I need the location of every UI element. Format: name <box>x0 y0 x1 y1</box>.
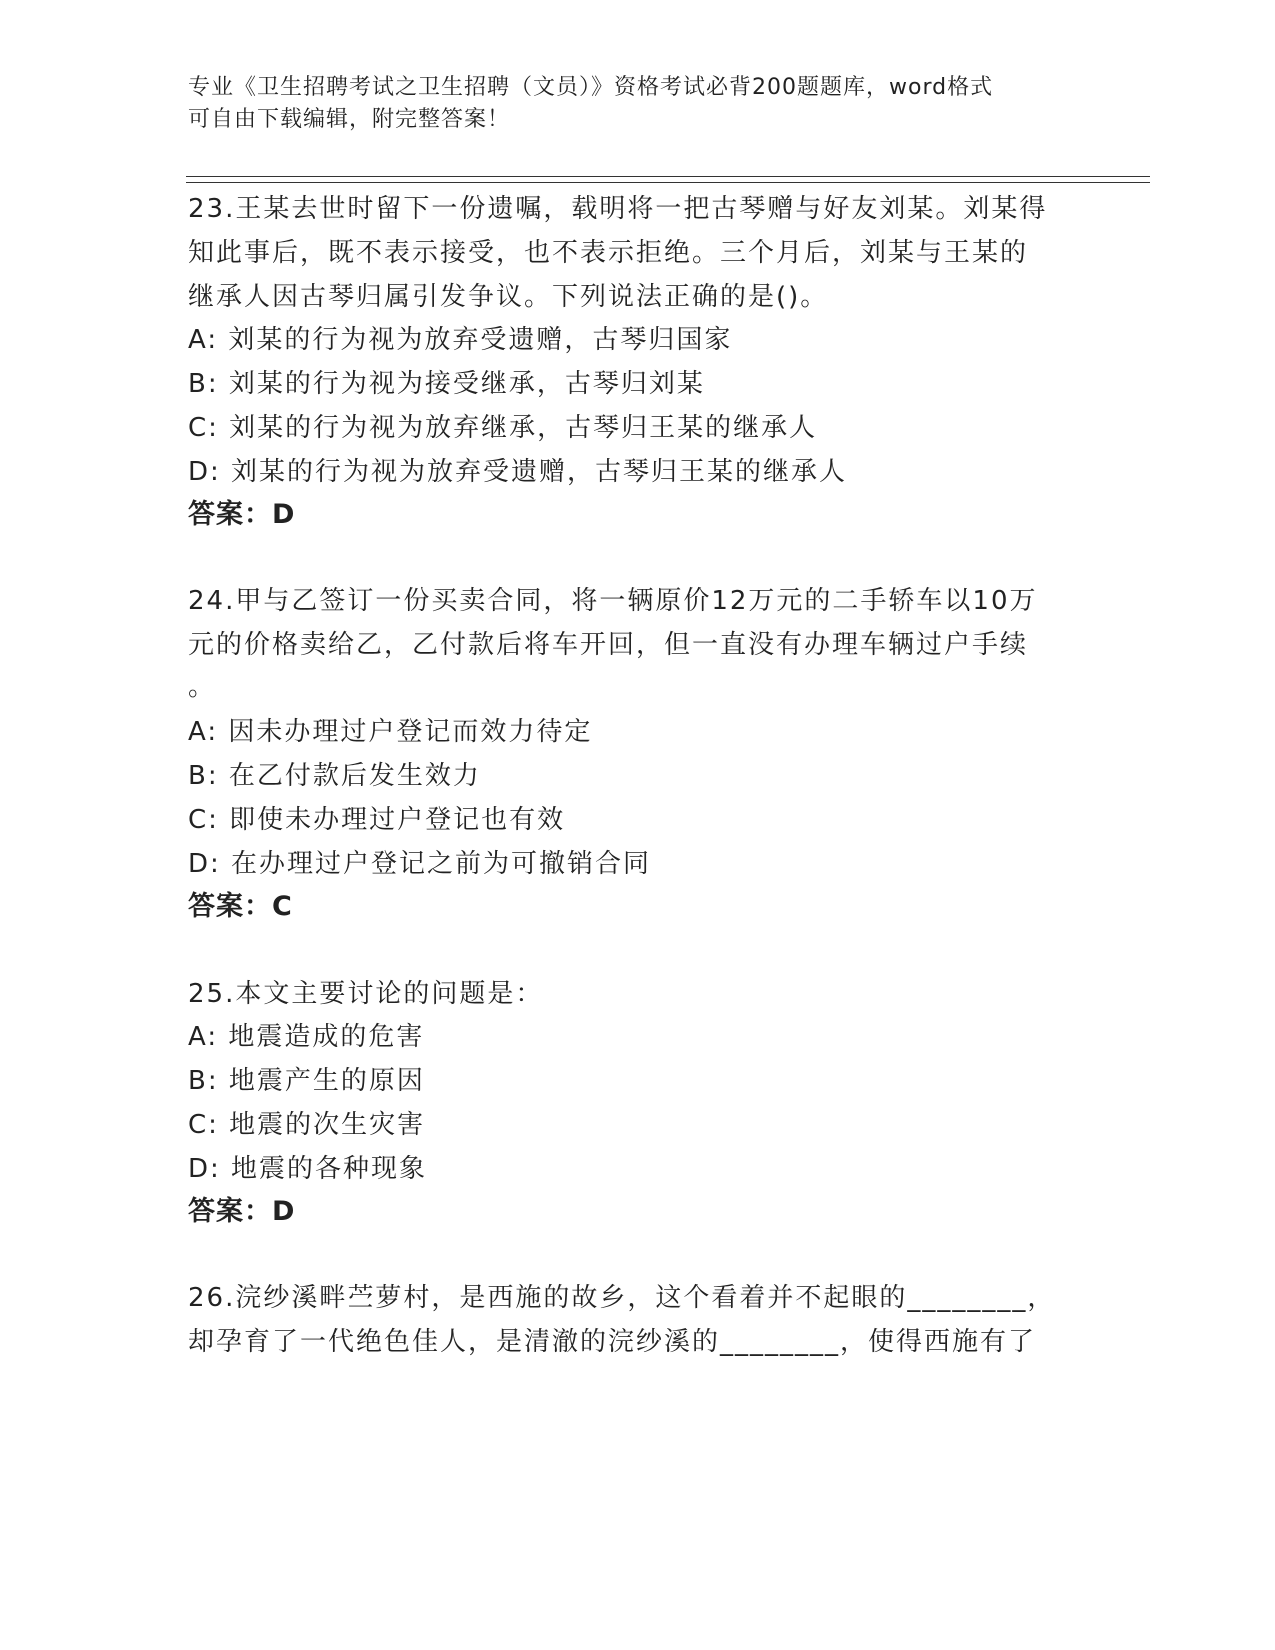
header-line-2: 可自由下载编辑，附完整答案！ <box>188 107 511 132</box>
question-text-line: 继承人因古琴归属引发争议。下列说法正确的是()。 <box>188 282 829 312</box>
question-text-line: 26.浣纱溪畔苎萝村，是西施的故乡，这个看着并不起眼的________， <box>188 1283 1056 1313</box>
header-rule-top <box>186 176 1150 177</box>
option-c: C: 刘某的行为视为放弃继承，古琴归王某的继承人 <box>188 413 818 443</box>
question-text-line: 23.王某去世时留下一份遗嘱，载明将一把古琴赠与好友刘某。刘某得 <box>188 194 1048 224</box>
option-d: D: 刘某的行为视为放弃受遗赠，古琴归王某的继承人 <box>188 457 848 487</box>
answer-line: 答案：C <box>188 891 293 922</box>
option-b: B: 地震产生的原因 <box>188 1066 425 1096</box>
question-text-line: 却孕育了一代绝色佳人，是清澈的浣纱溪的________，使得西施有了 <box>188 1327 1037 1357</box>
document-header <box>188 72 1088 136</box>
header-line-1: 专业《卫生招聘考试之卫生招聘（文员）》资格考试必背200题题库，word格式 <box>188 75 994 100</box>
option-d: D: 地震的各种现象 <box>188 1154 428 1184</box>
answer-line: 答案：D <box>188 1196 296 1227</box>
option-d: D: 在办理过户登记之前为可撤销合同 <box>188 849 652 879</box>
option-a: A: 因未办理过户登记而效力待定 <box>188 717 593 747</box>
question-text-line: 。 <box>188 672 217 702</box>
option-a: A: 刘某的行为视为放弃受遗赠，古琴归国家 <box>188 325 733 355</box>
option-c: C: 即使未办理过户登记也有效 <box>188 805 566 835</box>
option-c: C: 地震的次生灾害 <box>188 1110 426 1140</box>
question-text-line: 知此事后，既不表示接受，也不表示拒绝。三个月后，刘某与王某的 <box>188 238 1029 268</box>
option-a: A: 地震造成的危害 <box>188 1022 425 1052</box>
option-b: B: 刘某的行为视为接受继承，古琴归刘某 <box>188 369 705 399</box>
answer-line: 答案：D <box>188 499 296 530</box>
header-rule-bottom <box>186 182 1150 183</box>
question-text-line: 25.本文主要讨论的问题是： <box>188 979 544 1009</box>
question-text-line: 24.甲与乙签订一份买卖合同，将一辆原价12万元的二手轿车以10万 <box>188 586 1038 616</box>
option-b: B: 在乙付款后发生效力 <box>188 761 481 791</box>
question-text-line: 元的价格卖给乙，乙付款后将车开回，但一直没有办理车辆过户手续 <box>188 630 1029 660</box>
